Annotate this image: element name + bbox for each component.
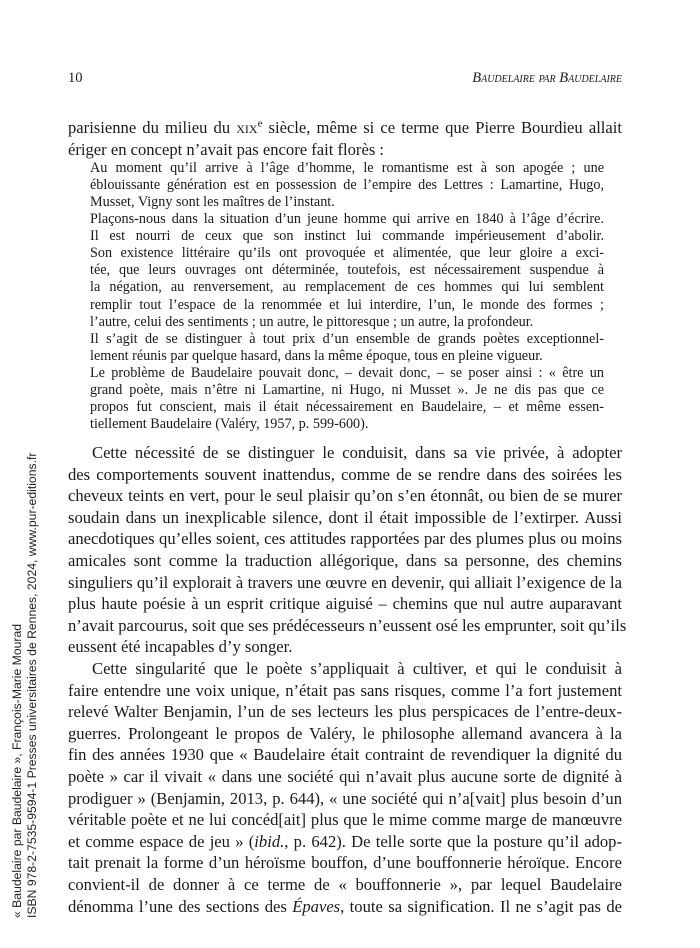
quote-line: Il est nourri de ceux que son instinct lui commande impérieusement d’abolir. — [90, 228, 604, 245]
paragraph-line: plus haute poésie à un esprit critique aiguisé – chemins que nul autre auparavant — [68, 594, 622, 614]
text-segment: siècle, même si ce terme que Pierre Bourdieu allait — [262, 117, 623, 137]
paragraph-line: amicales sont comme la traduction allégorique, dans sa personne, des chemins — [68, 551, 622, 570]
quote-line: Au moment qu’il arrive à l’âge d’homme, le romantisme est à son apogée ; une — [90, 159, 604, 176]
quote-line: lement réunis par quelque hasard, dans la même époque, tous en pleine vigueur. — [90, 347, 543, 364]
quote-line: Musset, Vigny sont les maîtres de l’instant. — [90, 193, 335, 210]
quote-line: Son existence littéraire qu’ils ont provoquée et alimentée, que leur gloire a exci- — [90, 245, 604, 262]
intro-line — [68, 116, 623, 138]
paragraph-line: eussent été incapables d’y songer. — [68, 637, 293, 657]
paragraph-line: véritable poète et ne lui concéd[ait] plus que le mime comme marge de manœuvre — [68, 810, 622, 830]
paragraph-line: fin des années 1930 que « Baudelaire était contraint de revendiquer la dignité du — [68, 745, 622, 765]
paragraph-line: convient-il de donner à ce terme de « bouffonnerie », par lequel Baudelaire — [68, 875, 622, 894]
paragraph-line: guerres. Prolongeant le propos de Valéry, le philosophe allemand avancera à la — [68, 723, 622, 743]
paragraph-line: n’avait parcourus, soit que ses prédécesseurs n’eussent osé les emprunter, soit qu’ils — [68, 615, 627, 635]
quote-line: Il s’agit de se distinguer à tout prix d’un ensemble de grands poètes exceptionnel- — [90, 330, 604, 347]
text-segment: , toute sa signification. Il ne s’agit pas de — [340, 896, 622, 916]
roman-numeral: xix — [236, 117, 258, 137]
quote-line: grand poète, mais n’être ni Lamartine, ni Hugo, ni Musset ». Je ne dis pas que ce — [90, 382, 604, 399]
paragraph-line: Cette nécessité de se distinguer le conduisit, dans sa vie privée, à adopter — [92, 443, 622, 462]
intro-line: ériger en concept n’avait pas encore fait florès : — [68, 139, 385, 159]
quote-line: la négation, au renversement, au remplacement de ces hommes qui lui semblent — [90, 279, 604, 296]
paragraph-line: anecdotiques qu’elles soient, ces attitudes rapportées par des plumes plus ou moins — [68, 529, 622, 549]
paragraph-line: faire entendre une voix unique, n’était pas sans risques, comme l’a fort justement — [68, 680, 622, 700]
italic-text: ibid. — [254, 831, 285, 851]
paragraph-line: Cette singularité que le poète s’appliquait à cultiver, et qui le conduisit à — [92, 659, 622, 678]
quote-line: tiellement Baudelaire (Valéry, 1957, p. 599-600). — [90, 416, 369, 433]
text-segment: dénomma l’une des sections des — [68, 896, 293, 916]
quote-line: Plaçons-nous dans la situation d’un jeune homme qui arrive en 1840 à l’âge d’écrire. — [90, 210, 604, 227]
paragraph-line: prodiguer » (Benjamin, 2013, p. 644), « une société qui n’a[vait] plus besoin d’un — [68, 788, 622, 808]
side-note-line: ISBN 978-2-7535-9594-1 Presses universitaires de Rennes, 2024, www.pur-editions.fr — [24, 452, 39, 918]
paragraph-line: relevé Walter Benjamin, l’un de ses lecteurs les plus perspicaces de l’entre-deux- — [68, 702, 622, 722]
paragraph-line: tait prenait la forme d’un héroïsme bouffon, d’une bouffonnerie héroïque. Encore — [68, 853, 622, 873]
text-segment: parisienne du milieu du — [68, 117, 237, 137]
paragraph-line: singuliers qu’il explorait à travers une œuvre en devenir, qui alliait l’exigence de la — [68, 572, 622, 592]
copyright-side-note — [10, 453, 39, 918]
paragraph-line: cheveux teints en vert, pour le seul plaisir qu’on s’en étonnât, ou bien de se murer — [68, 486, 622, 506]
text-segment: et comme espace de jeu » ( — [68, 831, 255, 851]
quote-line: tée, que leurs ouvrages ont déterminée, toutefois, est nécessairement suspendue à — [90, 262, 604, 279]
paragraph-line — [68, 833, 622, 852]
paragraph-line: soudain dans un inexplicable silence, dont il était impossible de l’extirper. Aussi — [68, 507, 622, 527]
quote-line: remplir tout l’espace de la renommée et lui interdire, l’un, le monde des formes ; — [90, 296, 604, 313]
side-note-line: « Baudelaire par Baudelaire », François-Marie Mourad — [10, 623, 24, 918]
quote-line: propos fut conscient, mais il était nécessairement en Baudelaire, – et même essen- — [90, 399, 604, 416]
quote-line: éblouissante génération est en possession de l’empire des Lettres : Lamartine, Hugo, — [90, 176, 604, 193]
paragraph-line: des comportements souvent inattendus, comme de se rendre dans des soirées les — [68, 464, 622, 484]
running-title: Baudelaire par Baudelaire — [472, 70, 622, 86]
paragraph-line — [68, 898, 622, 917]
text-segment: , p. 642). De telle sorte que la posture qu’il adop- — [284, 831, 622, 851]
page-number: 10 — [68, 70, 83, 86]
quote-line: Le problème de Baudelaire pouvait donc, – devait donc, – se poser ainsi : « être un — [90, 365, 604, 382]
paragraph-line: poète » car il vivait « dans une société qui n’avait plus aucune sorte de dignité à — [68, 767, 622, 786]
superscript: e — [257, 116, 263, 129]
italic-text: Épaves — [292, 896, 341, 916]
quote-line: l’autre, celui des sentiments ; un autre, le pittoresque ; un autre, la profondeur. — [90, 313, 534, 330]
